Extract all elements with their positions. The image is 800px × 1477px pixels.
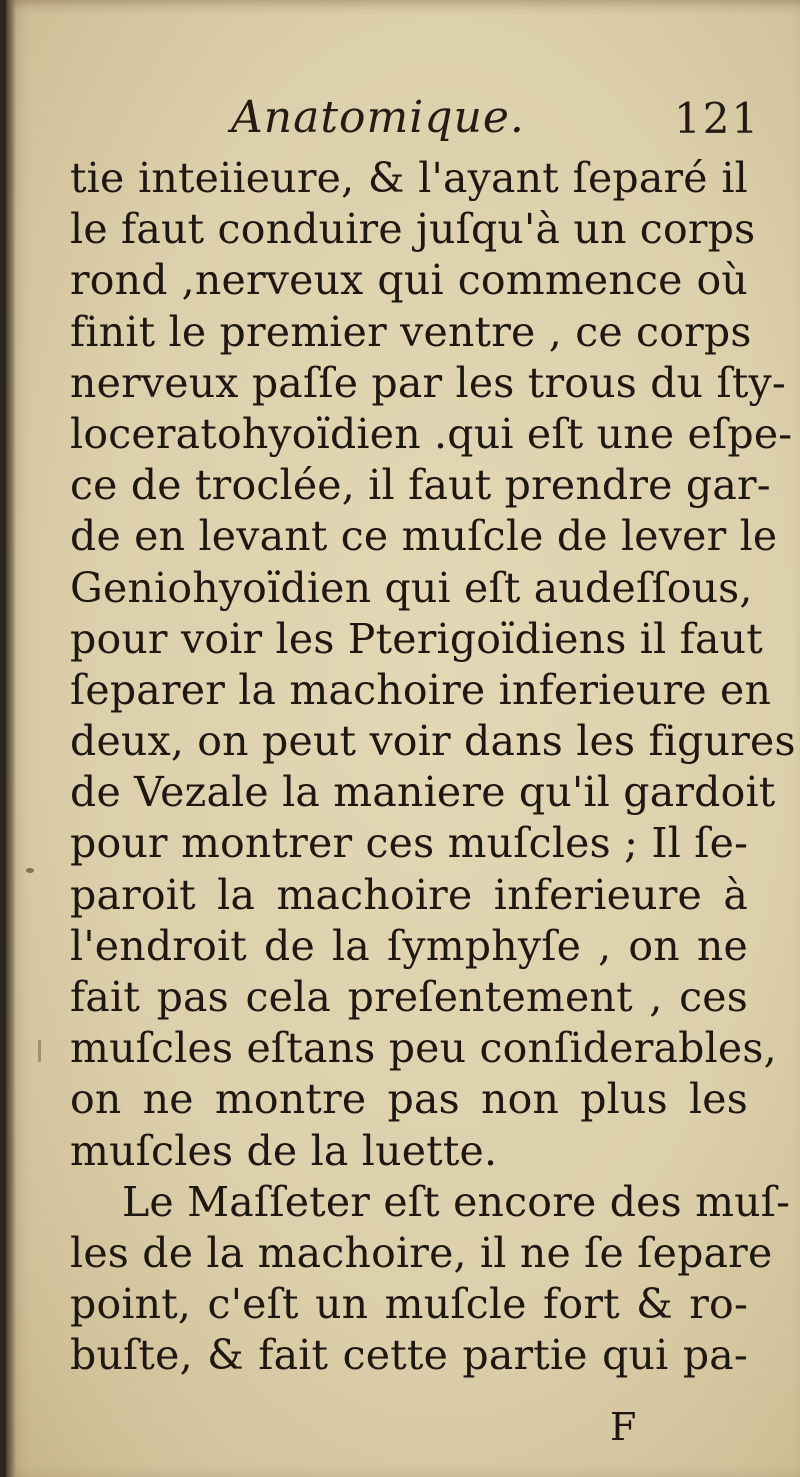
text-line: fait pas cela preſentement , ces: [70, 973, 748, 1021]
text-line: loceratohyoïdien .qui eſt une eſpe-: [70, 409, 793, 458]
text-line: on ne montre pas non plus les: [70, 1075, 748, 1124]
signature-mark: F: [610, 1405, 637, 1449]
body-text: [70, 153, 796, 1382]
text-line: deux, on peut voir dans les figures: [70, 717, 796, 766]
text-line: ſeparer la machoire inferieure en: [70, 665, 772, 714]
paragraph-last-line: muſcles de la luette.: [70, 1126, 498, 1175]
page-header: [6, 92, 800, 152]
running-head: Anatomique.: [231, 92, 525, 143]
text-line: Geniohyoïdien qui eſt audeſſous,: [70, 563, 753, 612]
text-line: paroit la machoire inferieure à: [70, 870, 748, 919]
text-line: pour voir les Pterigoïdiens il faut: [70, 614, 763, 663]
text-line: de Vezale la maniere qu'il gardoit: [70, 768, 776, 817]
paper-blemish: [26, 868, 34, 873]
text-line: de en levant ce muſcle de lever le: [70, 512, 778, 561]
text-line: finit le premier ventre , ce corps: [70, 307, 752, 356]
paragraph-first-line: Le Maſſeter eſt encore des muſ-: [122, 1177, 791, 1226]
text-line: les de la machoire, il ne ſe ſepare: [70, 1228, 773, 1277]
text-line: l'endroit de la ſymphyſe , on ne: [70, 921, 748, 970]
text-line: tie inteiieure, & l'ayant ſeparé il: [70, 154, 748, 202]
text-line: rond ,nerveux qui commence où: [70, 256, 748, 305]
text-line: le faut conduire juſqu'à un corps: [70, 205, 756, 254]
text-line: nerveux paſſe par les trous du ſty-: [70, 358, 786, 407]
page-spine-shadow: [6, 0, 16, 1477]
text-line: muſcles eſtans peu conſiderables,: [70, 1024, 777, 1073]
paper-blemish: [38, 1040, 41, 1062]
page-number: 121: [674, 94, 761, 143]
text-line: point, c'eſt un muſcle fort & ro-: [70, 1280, 748, 1329]
text-line: ce de troclée, il faut prendre gar-: [70, 461, 771, 510]
book-page: [6, 0, 800, 1477]
text-line: pour montrer ces muſcles ; Il ſe-: [70, 819, 749, 868]
text-line: buſte, & fait cette partie qui pa-: [70, 1331, 748, 1380]
